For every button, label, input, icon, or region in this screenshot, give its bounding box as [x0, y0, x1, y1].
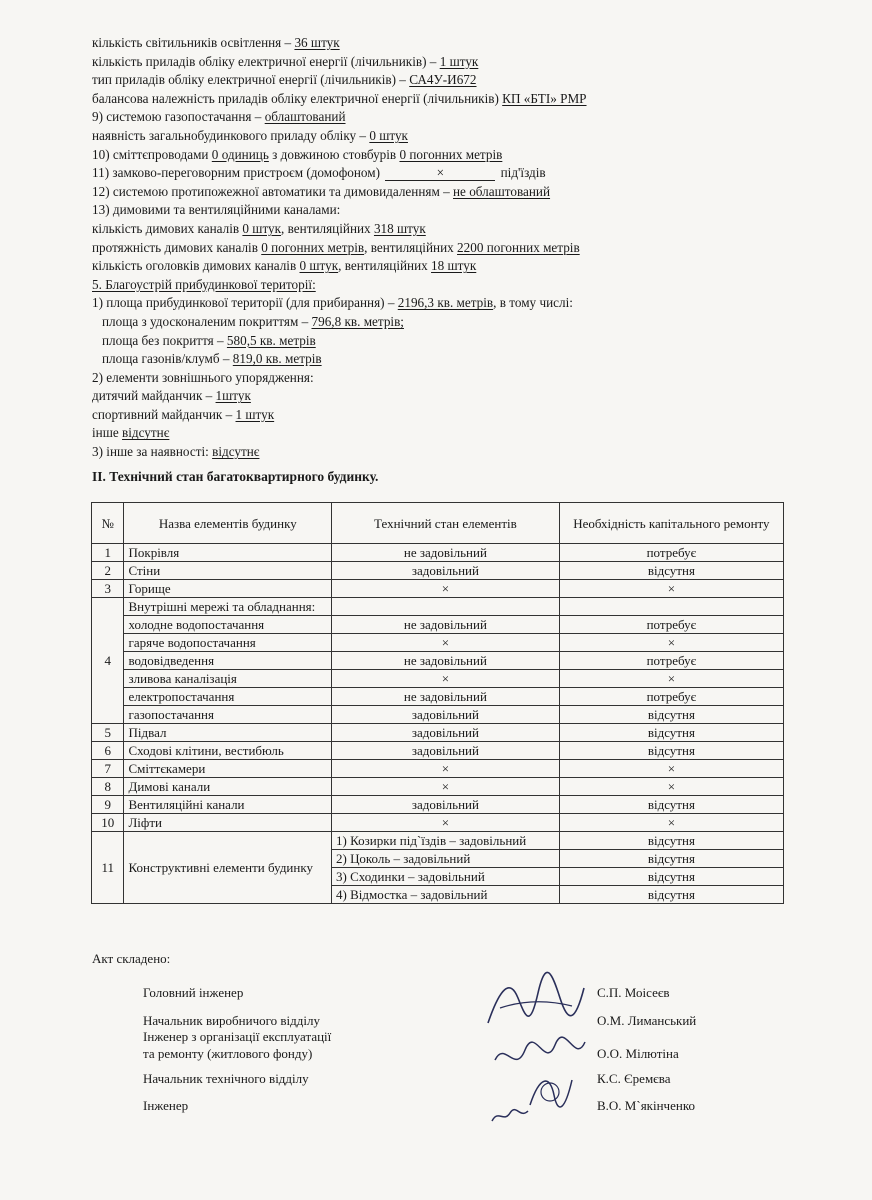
underlined-value: 580,5 кв. метрів: [226, 332, 316, 348]
info-line: [92, 387, 732, 406]
technical-state-table: [91, 502, 784, 904]
line-text: , в тому числі:: [493, 295, 573, 311]
line-text: під'їздів: [497, 165, 546, 181]
table-cell: ×: [559, 814, 783, 832]
table-cell: Вентиляційні канали: [124, 796, 332, 814]
table-row: [92, 742, 784, 760]
underlined-value: 1 штук: [235, 406, 275, 422]
table-row: [92, 616, 784, 634]
table-cell: 9: [92, 796, 124, 814]
table-cell: відсутня: [559, 724, 783, 742]
table-cell: задовільний: [332, 562, 560, 580]
table-cell: не задовільний: [332, 616, 560, 634]
table-header-row: [92, 503, 784, 544]
signature-role: Головний інженер: [143, 985, 244, 1000]
table-cell: Ліфти: [124, 814, 332, 832]
table-cell: 3) Сходинки – задовільний: [332, 868, 560, 886]
signature-role: Начальник технічного відділу: [143, 1071, 309, 1086]
underlined-value: КП «БТІ» РМР: [502, 90, 587, 106]
section-title: ІІ. Технічний стан багатоквартирного будинку.: [92, 469, 379, 484]
line-text: 2) елементи зовнішнього упорядження:: [92, 369, 314, 385]
line-text: кількість димових каналів: [92, 220, 243, 236]
info-line: [92, 257, 732, 276]
table-cell: відсутня: [559, 868, 783, 886]
line-text: 10) сміттєпроводами: [92, 146, 212, 162]
table-cell: Димові канали: [124, 778, 332, 796]
info-line: [92, 443, 732, 462]
table-cell: ×: [332, 814, 560, 832]
header-element-name: Назва елементів будинку: [124, 503, 332, 544]
table-cell: задовільний: [332, 724, 560, 742]
table-cell: 11: [92, 832, 124, 904]
line-text: кількість приладів обліку електричної енергії (лічильників) –: [92, 53, 440, 69]
table-row: [92, 634, 784, 652]
info-line: [92, 424, 732, 443]
signature-role: Інженер з організації експлуатації: [143, 1029, 332, 1044]
underlined-value: СА4У-И672: [409, 72, 477, 88]
info-line: [92, 332, 732, 351]
table-row: [92, 580, 784, 598]
line-text: площа газонів/клумб –: [102, 351, 233, 367]
table-cell: потребує: [559, 652, 783, 670]
info-line: [92, 276, 732, 295]
table-row: [92, 670, 784, 688]
table-row: [92, 760, 784, 778]
table-cell: задовільний: [332, 742, 560, 760]
underlined-value: 1штук: [215, 388, 251, 404]
table-cell: ×: [332, 760, 560, 778]
line-text: дитячий майданчик –: [92, 388, 216, 404]
signature-row: [143, 984, 763, 1009]
line-text: інше: [92, 425, 123, 441]
line-text: 13) димовими та вентиляційними каналами:: [92, 202, 341, 218]
table-row: [92, 724, 784, 742]
table-cell: холодне водопостачання: [124, 616, 332, 634]
line-text: тип приладів обліку електричної енергії (лічильників) –: [92, 72, 410, 88]
line-text: наявність загальнобудинкового приладу обліку –: [92, 127, 370, 143]
table-row: [92, 778, 784, 796]
line-text: , вентиляційних: [281, 220, 374, 236]
table-cell: 2) Цоколь – задовільний: [332, 850, 560, 868]
signature-role: Інженер: [143, 1098, 189, 1113]
table-cell: 3: [92, 580, 124, 598]
table-row: [92, 544, 784, 562]
table-cell: зливова каналізація: [124, 670, 332, 688]
info-line: [92, 294, 732, 313]
underlined-value: 819,0 кв. метрів: [232, 351, 322, 367]
table-cell: ×: [332, 670, 560, 688]
info-line: [92, 108, 732, 127]
info-line: [92, 313, 732, 332]
table-cell: відсутня: [559, 742, 783, 760]
line-text: 1) площа прибудинкової території (для прибирання) –: [92, 295, 398, 311]
act-label: Акт складено:: [92, 951, 171, 966]
table-cell: ×: [332, 634, 560, 652]
table-cell: 2: [92, 562, 124, 580]
info-line: [92, 239, 732, 258]
table-cell: Конструктивні елементи будинку: [124, 832, 332, 904]
info-line: [92, 164, 732, 183]
underlined-value: 36 штук: [294, 35, 340, 50]
underlined-value: відсутнє: [122, 425, 170, 441]
line-text: кількість світильників освітлення –: [92, 35, 295, 50]
table-cell: газопостачання: [124, 706, 332, 724]
table-cell: не задовільний: [332, 652, 560, 670]
line-text: 3) інше за наявності:: [92, 444, 213, 460]
line-text: спортивний майданчик –: [92, 406, 236, 422]
underlined-value: 0 штук: [242, 220, 282, 236]
line-text: з довжиною стовбурів: [268, 146, 400, 162]
table-row: [92, 796, 784, 814]
table-cell: [559, 598, 783, 616]
underlined-value: 18 штук: [431, 258, 477, 274]
table-cell: 8: [92, 778, 124, 796]
underlined-value: облаштований: [264, 109, 346, 125]
table-cell: ×: [332, 580, 560, 598]
header-repair-need: Необхідність капітального ремонту: [559, 503, 783, 544]
line-text: кількість оголовків димових каналів: [92, 258, 300, 274]
table-cell: задовільний: [332, 796, 560, 814]
table-row: [92, 706, 784, 724]
table-cell: відсутня: [559, 562, 783, 580]
signature-role-cont: та ремонту (житлового фонду): [143, 1046, 313, 1061]
table-row: [92, 598, 784, 616]
info-line: [92, 53, 732, 72]
table-cell: 4: [92, 598, 124, 724]
table-row: [92, 562, 784, 580]
underlined-value: не облаштований: [453, 183, 551, 199]
info-line: [92, 71, 732, 90]
underlined-value: 318 штук: [373, 220, 426, 236]
info-line: [92, 350, 732, 369]
table-cell: не задовільний: [332, 544, 560, 562]
line-text: балансова належність приладів обліку електричної енергії (лічильників): [92, 90, 503, 106]
info-line: [92, 90, 732, 109]
signature-row: [143, 1097, 763, 1122]
table-cell: водовідведення: [124, 652, 332, 670]
table-cell: потребує: [559, 616, 783, 634]
signature-name: О.М. Лиманський: [597, 1013, 697, 1028]
line-text: 12) системою протипожежної автоматики та димовидаленням –: [92, 183, 453, 199]
line-text: площа з удосконаленим покриттям –: [102, 313, 312, 329]
table-cell: 4) Відмостка – задовільний: [332, 886, 560, 904]
info-line: [92, 146, 732, 165]
table-cell: відсутня: [559, 832, 783, 850]
signature-row: [143, 1070, 763, 1095]
table-cell: Горище: [124, 580, 332, 598]
table-cell: електропостачання: [124, 688, 332, 706]
table-cell: задовільний: [332, 706, 560, 724]
table-cell: не задовільний: [332, 688, 560, 706]
building-info-lines: [92, 34, 732, 462]
underlined-value: 0 штук: [369, 127, 408, 143]
table-row: [92, 652, 784, 670]
table-row: [92, 688, 784, 706]
table-cell: Сходові клітини, вестибюль: [124, 742, 332, 760]
table-cell: ×: [559, 580, 783, 598]
line-text: , вентиляційних: [364, 239, 458, 255]
line-text: площа без покриття –: [102, 332, 227, 348]
signature-name: С.П. Моісеєв: [597, 985, 670, 1000]
underlined-value: 1 штук: [439, 53, 479, 69]
line-text: протяжність димових каналів: [92, 239, 262, 255]
underlined-value: 0 штук: [299, 258, 339, 274]
table-cell: відсутня: [559, 886, 783, 904]
table-cell: потребує: [559, 544, 783, 562]
table-cell: відсутня: [559, 796, 783, 814]
signature-name: В.О. М`якінченко: [597, 1098, 695, 1113]
table-cell: [332, 598, 560, 616]
signatures-block: [143, 984, 763, 1126]
table-cell: Підвал: [124, 724, 332, 742]
table-cell: 5: [92, 724, 124, 742]
info-line: [92, 127, 732, 146]
info-line: [92, 183, 732, 202]
table-cell: 10: [92, 814, 124, 832]
underlined-value: 5. Благоустрій прибудинкової території:: [92, 276, 316, 292]
info-line: [92, 201, 732, 220]
table-cell: 6: [92, 742, 124, 760]
table-row: [92, 832, 784, 850]
table-cell: Покрівля: [124, 544, 332, 562]
underlined-value: 0 погонних метрів: [399, 146, 503, 162]
table-cell: Сміттєкамери: [124, 760, 332, 778]
underlined-value: 2200 погонних метрів: [457, 239, 580, 255]
info-line: [92, 369, 732, 388]
table-cell: ×: [559, 760, 783, 778]
table-cell: гаряче водопостачання: [124, 634, 332, 652]
table-cell: Стіни: [124, 562, 332, 580]
line-text: 9) системою газопостачання –: [92, 109, 265, 125]
signature-name: О.О. Мілютіна: [597, 1046, 679, 1061]
table-row: [92, 814, 784, 832]
table-cell: відсутня: [559, 850, 783, 868]
blank-field: ×: [385, 166, 495, 181]
signature-role: Начальник виробничого відділу: [143, 1013, 320, 1028]
underlined-value: 796,8 кв. метрів;: [311, 313, 404, 329]
signature-name: К.С. Єремєва: [597, 1071, 671, 1086]
underlined-value: 2196,3 кв. метрів: [397, 295, 494, 311]
info-line: [92, 34, 732, 53]
table-cell: 7: [92, 760, 124, 778]
table-cell: 1) Козирки під`їздів – задовільний: [332, 832, 560, 850]
table-cell: ×: [559, 634, 783, 652]
header-technical-state: Технічний стан елементів: [332, 503, 560, 544]
table-cell: ×: [332, 778, 560, 796]
info-line: [92, 406, 732, 425]
table-cell: ×: [559, 778, 783, 796]
table-cell: 1: [92, 544, 124, 562]
info-line: [92, 220, 732, 239]
table-cell: Внутрішні мережі та обладнання:: [124, 598, 332, 616]
line-text: , вентиляційних: [338, 258, 432, 274]
table-cell: ×: [559, 670, 783, 688]
table-cell: відсутня: [559, 706, 783, 724]
underlined-value: 0 погонних метрів: [261, 239, 365, 255]
header-number: №: [92, 503, 124, 544]
underlined-value: 0 одиниць: [211, 146, 269, 162]
table-cell: потребує: [559, 688, 783, 706]
signature-row: [143, 1028, 763, 1070]
line-text: 11) замково-переговорним пристроєм (домофоном): [92, 165, 384, 181]
underlined-value: відсутнє: [212, 444, 260, 460]
